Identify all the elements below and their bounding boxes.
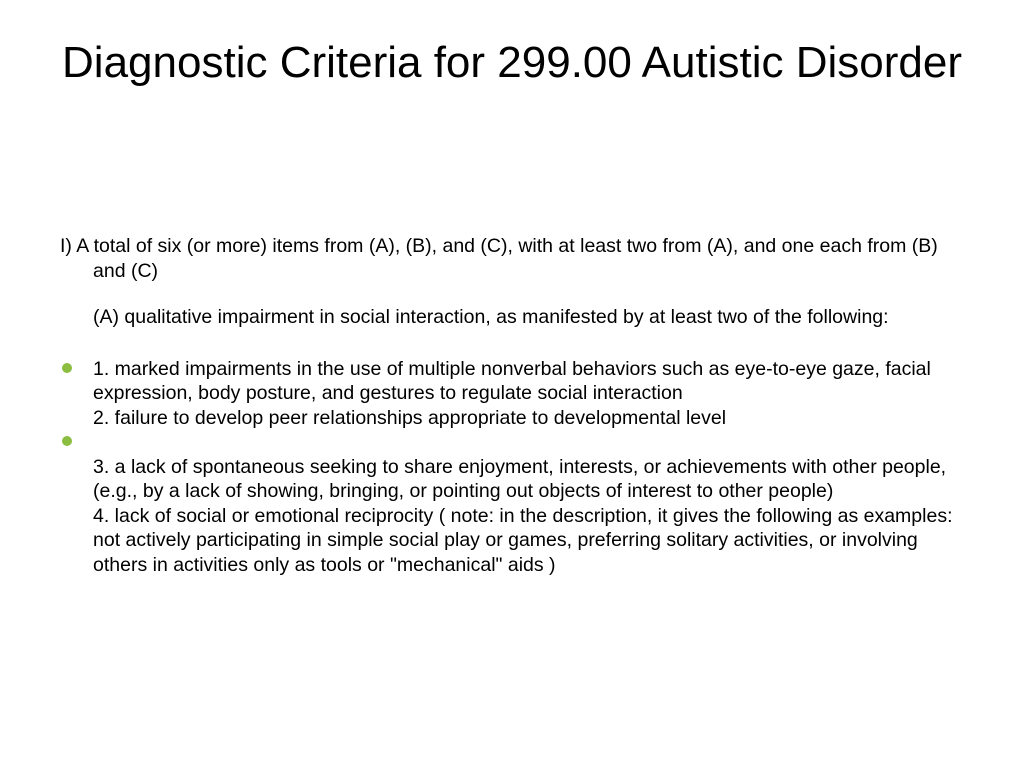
section-a-paragraph: (A) qualitative impairment in social interaction, as manifested by at least two of the following:	[93, 306, 889, 328]
slide-body	[60, 234, 970, 577]
bullet-item-1	[60, 357, 970, 431]
criterion-1: 1. marked impairments in the use of multiple nonverbal behaviors such as eye-to-eye gaze, facial expression, body posture, and gestures to regulate social interaction	[93, 357, 931, 404]
bullet-item-2	[60, 430, 970, 577]
bullet-dot-icon	[62, 363, 72, 373]
slide-title: Diagnostic Criteria for 299.00 Autistic Disorder	[62, 38, 962, 87]
bullet-dot-icon	[62, 436, 72, 446]
criterion-2: 2. failure to develop peer relationships appropriate to developmental level	[93, 406, 727, 429]
intro-paragraph: I) A total of six (or more) items from (A), (B), and (C), with at least two from (A), and one each from (B) and (C)	[60, 235, 938, 282]
criterion-4: 4. lack of social or emotional reciprocity ( note: in the description, it gives the following as examples: not actively participating in simple social play or games, preferring solitary activities, or involving others in activities only as tools or "mechanical" aids )	[93, 504, 953, 576]
criterion-3: 3. a lack of spontaneous seeking to share enjoyment, interests, or achievements with other people, (e.g., by a lack of showing, bringing, or pointing out objects of interest to other people)	[93, 455, 947, 502]
